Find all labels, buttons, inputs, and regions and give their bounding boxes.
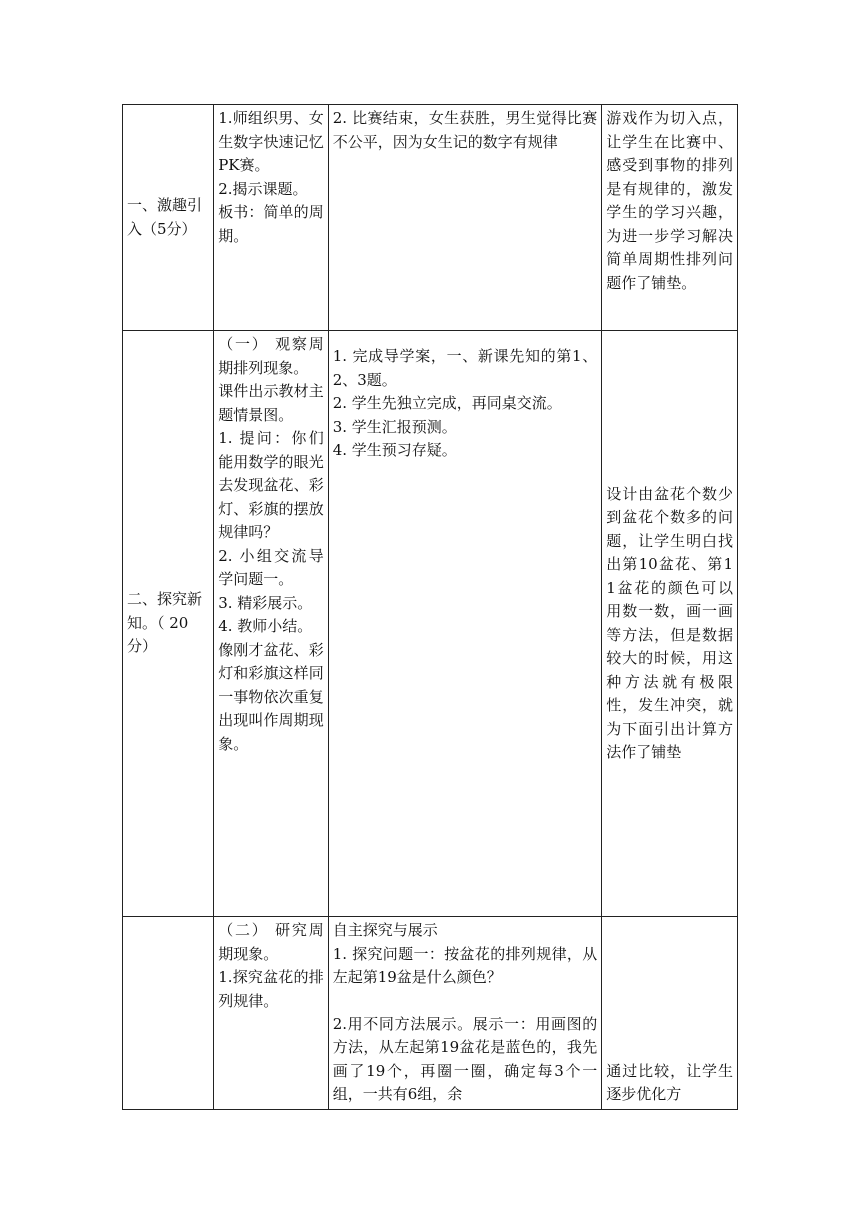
teacher-text: 3. 精彩展示。: [218, 593, 313, 612]
student-text: 3. 学生汇报预测。: [332, 417, 457, 436]
student-activity-cell: [328, 917, 602, 1110]
student-activity-cell: [328, 105, 602, 331]
stage-label: 一、激趣引入（5分）: [127, 196, 203, 238]
table-row: [123, 917, 738, 1110]
student-text: 2. 比赛结束，女生获胜，男生觉得比赛不公平，因为女生记的数字有规律: [332, 109, 598, 151]
teacher-text: 2.揭示课题。: [218, 179, 308, 198]
student-text: 2.用不同方法展示。展示一：用画图的方法，从左起第19盆花是蓝色的，我先画了19个，再圈一圈，确定每3个一组，一共有6组，余: [332, 1014, 598, 1103]
stage-cell: [123, 917, 214, 1110]
design-intent-cell: [602, 331, 738, 917]
intent-text: 设计由盆花个数少到盆花个数多的问题，让学生明白找出第10盆花、第11盆花的颜色可以用数一数，画一画等方法，但是数据较大的时候，用这种方法就有极限性，发生冲突，就为下面引出计算方法作了铺垫: [606, 484, 733, 761]
teacher-activity-cell: [214, 105, 329, 331]
teacher-text: 1. 提问：你们能用数学的眼光去发现盆花、彩灯、彩旗的摆放规律吗？: [218, 429, 324, 541]
stage-cell: [123, 105, 214, 331]
student-text: 1. 探究问题一：按盆花的排列规律，从左起第19盆是什么颜色？: [332, 944, 598, 986]
teacher-text: （一） 观察周期排列现象。: [218, 335, 324, 377]
intent-text: 通过比较，让学生逐步优化方: [606, 1061, 733, 1103]
table-row: [123, 105, 738, 331]
stage-label: 二、探究新知。（ 20分）: [127, 590, 203, 656]
table-row: [123, 331, 738, 917]
teacher-activity-cell: [214, 331, 329, 917]
lesson-plan-table: [122, 104, 738, 1110]
design-intent-cell: [602, 917, 738, 1110]
student-text: 2. 学生先独立完成，再同桌交流。: [332, 394, 562, 412]
teacher-text: 4. 教师小结。: [218, 617, 313, 635]
teacher-text: （二） 研究周期现象。: [218, 921, 324, 963]
intent-text: 游戏作为切入点，让学生在比赛中、感受到事物的排列是有规律的，激发学生的学习兴趣，为进一步学习解决简单周期性排列问题作了铺垫。: [606, 109, 733, 292]
stage-cell: [123, 331, 214, 917]
teacher-activity-cell: [214, 917, 329, 1110]
student-activity-cell: [328, 331, 602, 917]
teacher-text: 板书：简单的周期。: [218, 203, 324, 245]
teacher-text: 1.师组织男、女生数字快速记忆PK赛。: [218, 109, 324, 174]
student-text: 1. 完成导学案，一、新课先知的第1、2、3题。: [332, 347, 598, 389]
teacher-text: 课件出示教材主题情景图。: [218, 382, 324, 424]
design-intent-cell: [602, 105, 738, 331]
student-text: 自主探究与展示: [332, 921, 438, 939]
teacher-text: 2. 小组交流导学问题一。: [218, 546, 324, 588]
teacher-text: 1.探究盆花的排列规律。: [218, 968, 324, 1010]
teacher-text: 像刚才盆花、彩灯和彩旗这样同一事物依次重复出现叫作周期现象。: [218, 640, 324, 753]
student-text: 4. 学生预习存疑。: [332, 441, 457, 459]
